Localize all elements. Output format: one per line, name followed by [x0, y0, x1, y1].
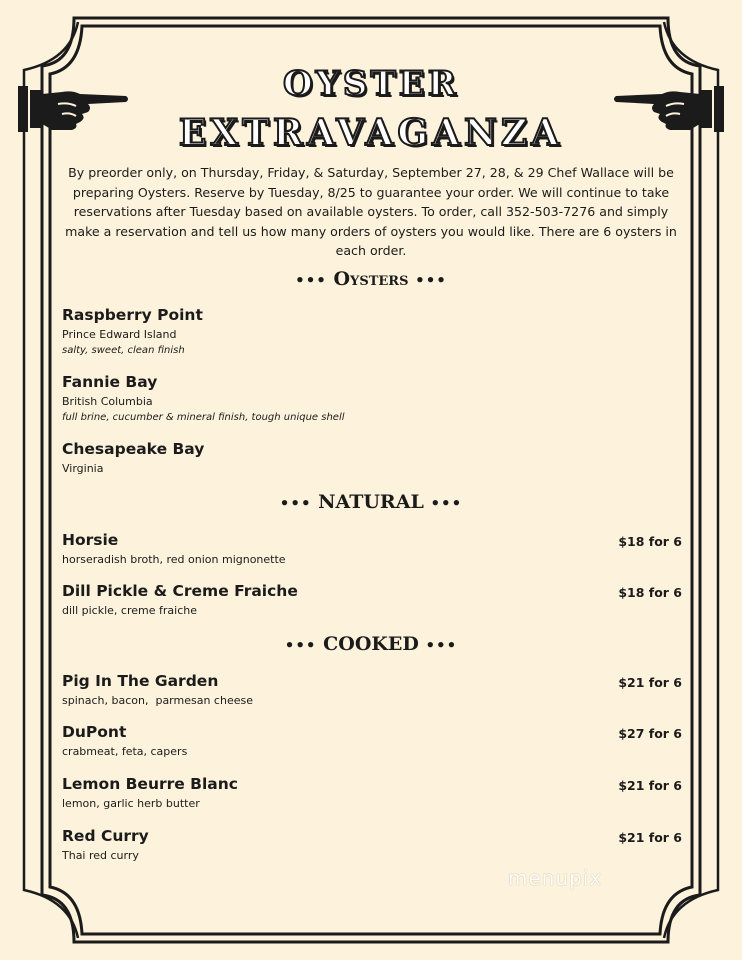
section-dots-left: •••: [284, 636, 317, 654]
menu-item-dill-pickle: [62, 582, 682, 617]
menu-item-chesapeake-bay: [62, 440, 682, 475]
item-name: Chesapeake Bay: [62, 440, 205, 458]
item-origin: Virginia: [62, 462, 104, 475]
item-price: $18 for 6: [618, 585, 682, 600]
section-heading-cooked: [0, 633, 742, 655]
item-price: $27 for 6: [618, 726, 682, 741]
section-dots-left: •••: [295, 271, 327, 289]
title-line-2: EXTRAVAGANZA: [178, 112, 564, 154]
menu-item-dupont: [62, 723, 682, 758]
item-description: crabmeat, feta, capers: [62, 745, 188, 758]
menu-item-red-curry: [62, 827, 682, 862]
item-name: Horsie: [62, 531, 119, 549]
section-dots-right: •••: [425, 636, 458, 654]
section-heading-natural: [0, 491, 742, 513]
item-description: dill pickle, creme fraiche: [62, 604, 197, 617]
item-name: DuPont: [62, 723, 127, 741]
menu-item-lemon-beurre-blanc: [62, 775, 682, 810]
section-dots-left: •••: [279, 494, 312, 512]
item-note: salty, sweet, clean finish: [62, 345, 185, 356]
section-title-cooked: COOKED: [323, 633, 419, 655]
item-price: $21 for 6: [618, 778, 682, 793]
menu-item-raspberry-point: [62, 306, 682, 356]
item-name: Red Curry: [62, 827, 149, 845]
section-title-oysters: Oysters: [333, 268, 409, 290]
intro-paragraph: By preorder only, on Thursday, Friday, & Saturday, September 27, 28, & 29 Chef Wallace will be preparing Oysters. Reserve by Tuesday, 8/25 to guarantee your order. We will continue to take reservations after Tuesday based on available oysters. To order, call 352-503-7276 and simply make a reservation and tell us how many orders of oysters you would like. There are 6 oysters in each order.: [65, 165, 677, 258]
item-description: Thai red curry: [62, 849, 139, 862]
item-origin: British Columbia: [62, 395, 153, 408]
item-name: Fannie Bay: [62, 373, 158, 391]
item-price: $18 for 6: [618, 534, 682, 549]
watermark: menupix: [508, 866, 603, 890]
menu-item-pig-in-the-garden: [62, 672, 682, 707]
item-description: spinach, bacon, parmesan cheese: [62, 694, 253, 707]
item-name: Raspberry Point: [62, 306, 203, 324]
item-description: lemon, garlic herb butter: [62, 797, 200, 810]
item-price: $21 for 6: [618, 675, 682, 690]
item-name: Lemon Beurre Blanc: [62, 775, 238, 793]
section-title-natural: NATURAL: [318, 491, 424, 513]
item-name: Pig In The Garden: [62, 672, 219, 690]
item-description: horseradish broth, red onion mignonette: [62, 553, 286, 566]
item-note: full brine, cucumber & mineral finish, tough unique shell: [62, 412, 345, 423]
section-dots-right: •••: [415, 271, 447, 289]
section-dots-right: •••: [430, 494, 463, 512]
title-line-1: OYSTER: [283, 64, 459, 104]
section-heading-oysters: [0, 268, 742, 290]
item-price: $21 for 6: [618, 830, 682, 845]
item-origin: Prince Edward Island: [62, 328, 177, 341]
menu-item-fannie-bay: [62, 373, 682, 423]
item-name: Dill Pickle & Creme Fraiche: [62, 582, 298, 600]
menu-item-horsie: [62, 531, 682, 566]
